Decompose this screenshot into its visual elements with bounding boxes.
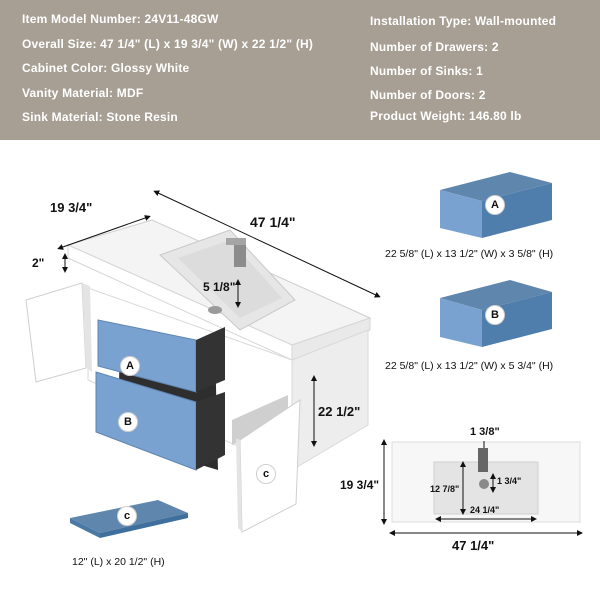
spec-cabinet-color: Cabinet Color: Glossy White: [22, 61, 190, 75]
top-view-faucet: [478, 448, 488, 472]
drawer-b-label: 22 5/8" (L) x 13 1/2" (W) x 5 3/4" (H): [385, 360, 554, 372]
badge-drawer-b: B: [118, 412, 138, 432]
spec-model-number: Item Model Number: 24V11-48GW: [22, 12, 219, 26]
spec-overall-size: Overall Size: 47 1/4" (L) x 19 3/4" (W) x 22 1/2" (H): [22, 37, 314, 51]
badge-panel-b: B: [485, 305, 505, 325]
top-view-depth: 19 3/4": [340, 478, 380, 492]
top-view-faucet-offset: 1 3/8": [470, 426, 500, 438]
spec-number-of-doors: Number of Doors: 2: [370, 88, 486, 102]
drawer-a-label: 22 5/8" (L) x 13 1/2" (W) x 3 5/8" (H): [385, 248, 554, 260]
panel-c-label: 12" (L) x 20 1/2" (H): [72, 556, 165, 568]
dim-width: 47 1/4": [250, 214, 296, 230]
badge-panel-c: c: [117, 506, 137, 526]
spec-number-of-sinks: Number of Sinks: 1: [370, 64, 483, 78]
badge-drawer-a: A: [120, 356, 140, 376]
top-view-drain: [479, 479, 489, 489]
top-view-drain-offset: 1 3/4": [497, 476, 522, 486]
dim-depth: 19 3/4": [50, 200, 93, 215]
dim-top-thickness: 2": [32, 256, 45, 270]
top-view-bowl-depth: 12 7/8": [430, 484, 460, 494]
spec-sink-material: Sink Material: Stone Resin: [22, 110, 178, 124]
faucet: [234, 243, 246, 267]
spec-number-of-drawers: Number of Drawers: 2: [370, 40, 499, 54]
dim-bowl-depth: 5 1/8": [203, 280, 236, 294]
left-door: [26, 283, 86, 382]
badge-panel-a: A: [485, 195, 505, 215]
spec-installation-type: Installation Type: Wall-mounted: [370, 14, 557, 28]
spec-vanity-material: Vanity Material: MDF: [22, 86, 144, 100]
dim-height: 22 1/2": [318, 404, 361, 419]
drain: [208, 306, 222, 314]
spec-product-weight: Product Weight: 146.80 lb: [370, 109, 522, 123]
badge-door-panel: c: [256, 464, 276, 484]
top-view-bowl-width: 24 1/4": [470, 505, 500, 515]
top-view-width: 47 1/4": [452, 538, 495, 553]
